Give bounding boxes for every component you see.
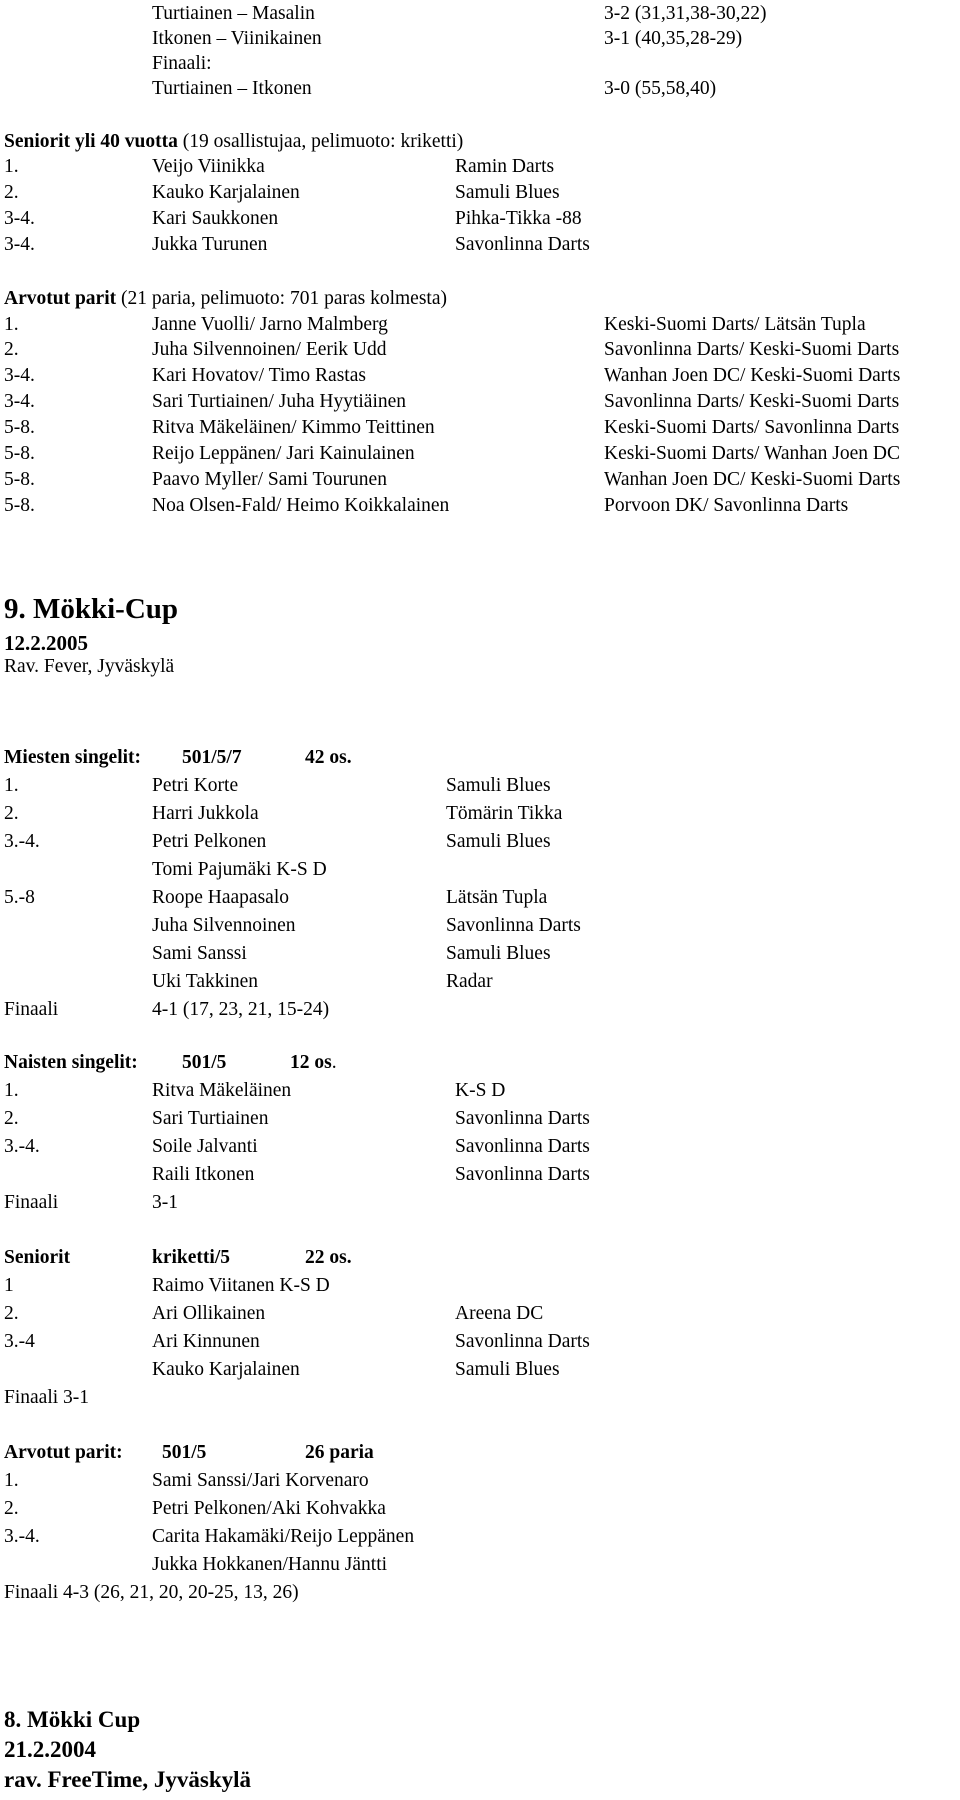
final-result: Finaali 4-3 (26, 21, 20, 20-25, 13, 26) [4,1582,299,1603]
club-name: Ramin Darts [455,156,555,177]
rank: 5-8. [4,495,35,516]
rank: 2. [4,803,19,824]
final-label: Finaali [4,999,59,1020]
pair-clubs: Keski-Suomi Darts/ Savonlinna Darts [604,417,900,438]
pair-names: Janne Vuolli/ Jarno Malmberg [152,314,388,335]
category-format: 501/5/7 [182,747,242,768]
pair-clubs: Wanhan Joen DC/ Keski-Suomi Darts [604,469,901,490]
rank: 2. [4,339,19,360]
pair-names: Carita Hakamäki/Reijo Leppänen [152,1526,415,1547]
rank: 2. [4,1108,19,1129]
participant-count: 22 os. [305,1247,352,1268]
category-format: kriketti/5 [152,1247,230,1268]
final-match-score: 3-0 (55,58,40) [604,78,717,99]
club-name: Savonlinna Darts [455,1331,590,1352]
category-label: Arvotut parit: [4,1442,123,1463]
club-name: Samuli Blues [446,943,551,964]
section-header-bold: Seniorit yli 40 vuotta [4,131,178,152]
event-venue: Rav. Fever, Jyväskylä [4,656,175,677]
rank: 1 [4,1275,14,1296]
player-name: Uki Takkinen [152,971,259,992]
pair-clubs: Keski-Suomi Darts/ Lätsän Tupla [604,314,866,335]
club-name: Samuli Blues [446,775,551,796]
player-name: Jukka Turunen [152,234,268,255]
section-header-rest: (19 osallistujaa, pelimuoto: kriketti) [177,131,464,152]
event-title: 8. Mökki Cup [4,1707,141,1732]
section-header-rest: (21 paria, pelimuoto: 701 paras kolmesta) [116,288,447,309]
player-name: Juha Silvennoinen [152,915,296,936]
rank: 1. [4,1470,19,1491]
rank: 3-4. [4,365,35,386]
pair-names: Sari Turtiainen/ Juha Hyytiäinen [152,391,407,412]
rank: 5-8. [4,417,35,438]
player-name: Roope Haapasalo [152,887,289,908]
player-name: Raimo Viitanen K-S D [152,1275,330,1296]
participant-count: 42 os. [305,747,352,768]
rank: 5.-8 [4,887,35,908]
rank: 2. [4,1303,19,1324]
club-name: Radar [446,971,493,992]
club-name: K-S D [455,1080,506,1101]
pair-clubs: Savonlinna Darts/ Keski-Suomi Darts [604,391,900,412]
pair-names: Juha Silvennoinen/ Eerik Udd [152,339,387,360]
club-name: Samuli Blues [446,831,551,852]
player-name: Kari Saukkonen [152,208,279,229]
player-name: Harri Jukkola [152,803,259,824]
category-label: Naisten singelit: [4,1052,138,1073]
rank: 3-4. [4,391,35,412]
event-date: 21.2.2004 [4,1737,96,1762]
match-score: 3-1 (40,35,28-29) [604,28,743,49]
player-name: Petri Korte [152,775,239,796]
pair-clubs: Keski-Suomi Darts/ Wanhan Joen DC [604,443,900,464]
match-name: Turtiainen – Masalin [152,3,315,24]
pair-clubs: Wanhan Joen DC/ Keski-Suomi Darts [604,365,901,386]
player-name: Tomi Pajumäki K-S D [152,859,327,880]
club-name: Areena DC [455,1303,544,1324]
pair-clubs: Porvoon DK/ Savonlinna Darts [604,495,849,516]
club-name: Lätsän Tupla [446,887,548,908]
pair-names: Kari Hovatov/ Timo Rastas [152,365,366,386]
club-name: Savonlinna Darts [455,1108,590,1129]
category-label: Seniorit [4,1247,71,1268]
rank: 3.-4. [4,1526,40,1547]
category-label: Miesten singelit: [4,747,142,768]
finaali-label: Finaali: [152,53,212,74]
player-name: Kauko Karjalainen [152,1359,300,1380]
club-name: Samuli Blues [455,182,560,203]
player-name: Ari Kinnunen [152,1331,260,1352]
rank: 1. [4,775,19,796]
player-name: Soile Jalvanti [152,1136,258,1157]
club-name: Pihka-Tikka -88 [455,208,582,229]
club-name: Savonlinna Darts [446,915,581,936]
match-score: 3-2 (31,31,38-30,22) [604,3,767,24]
rank: 1. [4,1080,19,1101]
participant-count [290,1053,337,1073]
rank: 3-4. [4,208,35,229]
rank: 2. [4,1498,19,1519]
rank: 3.-4. [4,1136,40,1157]
rank: 3-4. [4,234,35,255]
final-result: Finaali 3-1 [4,1387,90,1408]
pair-names: Jukka Hokkanen/Hannu Jäntti [152,1554,388,1575]
participant-count: 26 paria [305,1442,374,1463]
player-name: Ari Ollikainen [152,1303,266,1324]
section-header [4,132,463,152]
player-name: Ritva Mäkeläinen [152,1080,292,1101]
club-name: Savonlinna Darts [455,234,590,255]
player-name: Sami Sanssi [152,943,247,964]
section-header-bold: Arvotut parit [4,288,117,309]
match-name: Itkonen – Viinikainen [152,28,322,49]
pair-names: Paavo Myller/ Sami Tourunen [152,469,387,490]
event-date: 12.2.2005 [4,631,88,655]
player-name: Sari Turtiainen [152,1108,269,1129]
category-format: 501/5 [162,1442,207,1463]
pair-names: Noa Olsen-Fald/ Heimo Koikkalainen [152,495,450,516]
rank: 1. [4,314,19,335]
club-name: Tömärin Tikka [446,803,563,824]
player-name: Raili Itkonen [152,1164,255,1185]
rank: 3.-4 [4,1331,35,1352]
final-score: 4-1 (17, 23, 21, 15-24) [152,999,330,1020]
player-name: Kauko Karjalainen [152,182,300,203]
pair-names: Reijo Leppänen/ Jari Kainulainen [152,443,415,464]
rank: 1. [4,156,19,177]
participant-count-bold: 12 os [290,1052,332,1073]
category-format: 501/5 [182,1052,227,1073]
event-venue: rav. FreeTime, Jyväskylä [4,1767,252,1792]
pair-names: Petri Pelkonen/Aki Kohvakka [152,1498,386,1519]
pair-names: Sami Sanssi/Jari Korvenaro [152,1470,369,1491]
player-name: Petri Pelkonen [152,831,267,852]
player-name: Veijo Viinikka [152,156,265,177]
section-header [4,289,447,309]
club-name: Samuli Blues [455,1359,560,1380]
club-name: Savonlinna Darts [455,1164,590,1185]
pair-clubs: Savonlinna Darts/ Keski-Suomi Darts [604,339,900,360]
rank: 5-8. [4,469,35,490]
rank: 5-8. [4,443,35,464]
club-name: Savonlinna Darts [455,1136,590,1157]
final-label: Finaali [4,1192,59,1213]
final-score: 3-1 [152,1192,178,1213]
event-title: 9. Mökki-Cup [4,593,179,625]
rank: 2. [4,182,19,203]
participant-count-dot: . [331,1052,337,1073]
pair-names: Ritva Mäkeläinen/ Kimmo Teittinen [152,417,435,438]
rank: 3.-4. [4,831,40,852]
final-match-name: Turtiainen – Itkonen [152,78,312,99]
